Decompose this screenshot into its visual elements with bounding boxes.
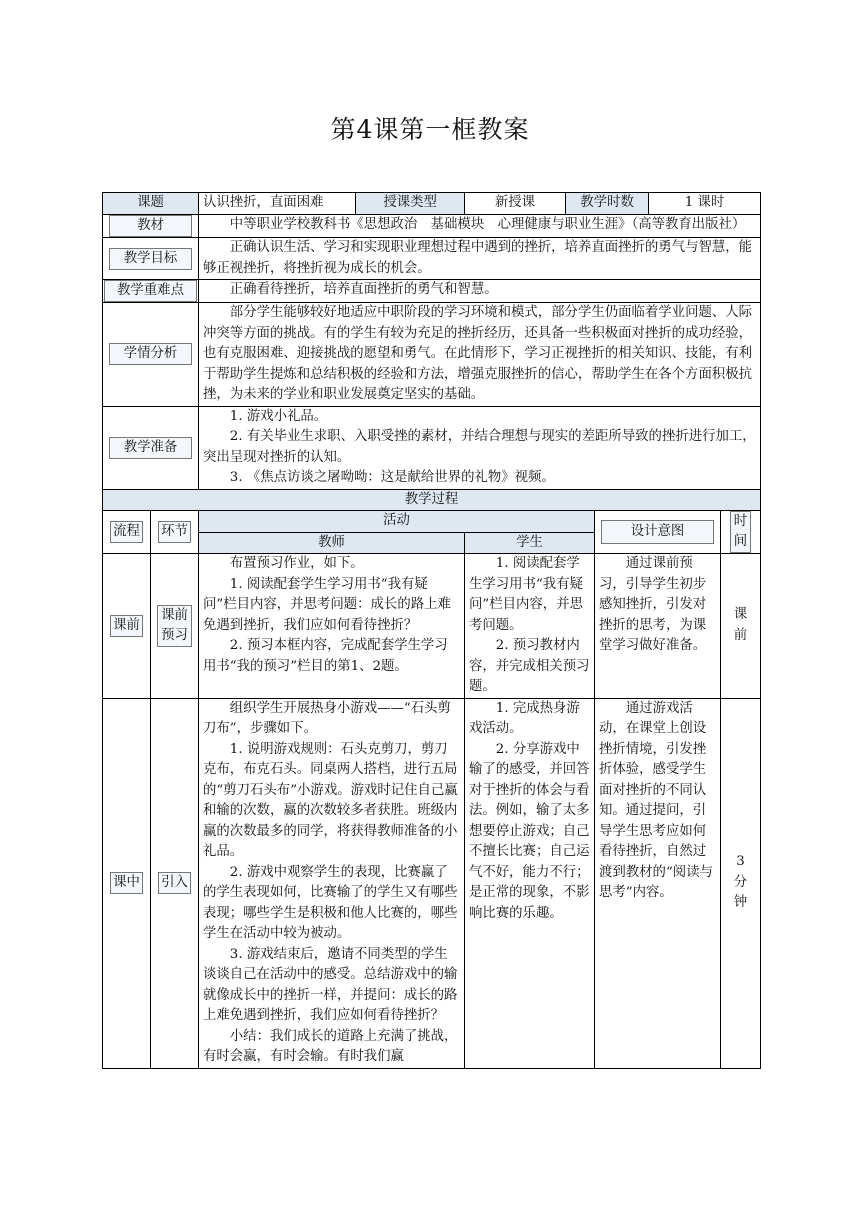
goal-label: 教学目标 (109, 248, 192, 270)
textbook-row (103, 215, 761, 238)
page-title: 第4课第一框教案 (330, 115, 530, 144)
intent-cell: 通过游戏活动，在课堂上创设挫折情境，引发挫折体验，感受学生面对挫折的不同认知。通过提问，引导学生思考应如何看待挫折，自然过渡到教材的“阅读与思考”内容。 (599, 700, 713, 900)
activity-header: 活动 (199, 511, 595, 533)
goal-row (103, 238, 761, 280)
type-value: 新授课 (464, 193, 565, 214)
analysis-value: 部分学生能够较好地适应中职阶段的学习环境和模式，部分学生仍面临着学业问题、人际冲突等方面的挑战。有的学生有较为充足的挫折经历，还具备一些积极面对挫折的成功经验，也有克服困难、迎接挑战的愿望和勇气。在此情形下，学习正视挫折的相关知识、技能，有利于帮助学生提炼和总结积极的经验和方法，增强克服挫折的信心，帮助学生在各个方面积极抗挫，为未来的学业和职业发展奠定坚实的基础。 (203, 305, 753, 402)
textbook-label-cell (103, 215, 199, 238)
hours-label: 教学时数 (566, 193, 649, 214)
flow-cell: 课中 (110, 872, 143, 894)
process-row (103, 554, 761, 699)
intent-cell: 通过课前预习，引导学生初步感知挫折，引发对挫折的思考，为课堂学习做好准备。 (599, 556, 707, 653)
process-title-row (103, 489, 761, 511)
student-para: 1. 完成热身游戏活动。 (469, 700, 580, 736)
prep-label-cell (103, 406, 199, 489)
teacher-para: 2. 游戏中观察学生的表现，比赛赢了的学生表现如何，比赛输了的学生又有哪些表现；哪些学生是积极和他人比赛的，哪些学生在活动中较为被动。 (203, 864, 458, 941)
textbook-label: 教材 (109, 215, 192, 237)
prep-label: 教学准备 (109, 437, 192, 459)
prep-item: 1. 游戏小礼品。 (229, 408, 328, 424)
key-label: 教学重难点 (104, 280, 197, 302)
step-header-cell (151, 511, 199, 554)
teacher-header: 教师 (199, 532, 465, 554)
prep-row (103, 406, 761, 489)
topic-label-cell (103, 193, 199, 215)
student-para: 2. 预习教材内容，并完成相关预习题。 (469, 638, 590, 694)
key-label-cell (103, 280, 199, 303)
student-para: 1. 阅读配套学生学习用书“我有疑问”栏目内容，并思考问题。 (469, 556, 583, 633)
prep-item: 2. 有关毕业生求职、入职受挫的素材，并结合理想与现实的差距所导致的挫折进行加工，突出呈现对挫折的认知。 (203, 429, 756, 465)
teacher-para: 1. 阅读配套学生学习用书“我有疑问”栏目内容，并思考问题：成长的路上难免遇到挫折，我们应如何看待挫折？ (203, 576, 451, 633)
analysis-label: 学情分析 (109, 343, 192, 365)
topic-info-cell (199, 193, 761, 215)
process-header-row (103, 511, 761, 533)
topic-row (103, 193, 761, 215)
intent-header: 设计意图 (601, 520, 714, 544)
teacher-para: 1. 说明游戏规则：石头克剪刀，剪刀克布，布克石头。同桌两人搭档，进行五局的“剪刀石头布”小游戏。游戏时记住自己赢和输的次数，赢的次数较多者获胜。班级内赢的次数最多的同学，将获得教师准备的小礼品。 (203, 741, 458, 859)
student-header: 学生 (465, 532, 595, 554)
teacher-para: 2. 预习本框内容，完成配套学生学习用书“我的预习”栏目的第1、2题。 (203, 638, 448, 674)
student-para: 2. 分享游戏中输了的感受，并回答对于挫折的体会与看法。例如，输了太多想要停止游戏；自己不擅长比赛；自己运气不好，能力不行；是正常的现象，不影响比赛的乐趣。 (469, 741, 590, 921)
goal-label-cell (103, 238, 199, 280)
step-cell: 课前预习 (157, 605, 191, 647)
topic-value: 认识挫折，直面困难 (199, 193, 356, 214)
key-value: 正确看待挫折，培养直面挫折的勇气和智慧。 (229, 282, 498, 297)
intent-header-cell (595, 511, 721, 554)
key-row (103, 280, 761, 303)
textbook-value: 中等职业学校教科书《思想政治 基础模块 心理健康与职业生涯》（高等教育出版社） (229, 217, 746, 232)
lesson-plan-table (102, 192, 761, 1069)
process-row (103, 698, 761, 1068)
process-title: 教学过程 (103, 489, 761, 511)
topic-label: 课题 (137, 195, 164, 211)
flow-header-cell (103, 511, 151, 554)
goal-value: 正确认识生活、学习和实现职业理想过程中遇到的挫折，培养直面挫折的勇气与智慧，能够正视挫折，将挫折视为成长的机会。 (203, 240, 753, 276)
flow-header: 流程 (110, 521, 143, 543)
topic-inner-table (199, 193, 760, 214)
time-cell: 课前 (733, 607, 748, 643)
step-header: 环节 (158, 521, 191, 543)
time-header-cell (721, 511, 761, 554)
flow-cell: 课前 (110, 615, 143, 637)
time-cell: 3分钟 (733, 854, 748, 911)
analysis-label-cell (103, 303, 199, 407)
analysis-row (103, 303, 761, 407)
type-label: 授课类型 (356, 193, 464, 214)
hours-value: 1 课时 (684, 195, 725, 210)
teacher-para: 组织学生开展热身小游戏——“石头剪刀布”，步骤如下。 (203, 700, 451, 736)
time-header: 时间 (730, 511, 751, 553)
teacher-para: 3. 游戏结束后，邀请不同类型的学生谈谈自己在活动中的感受。总结游戏中的输就像成长中的挫折一样，并提问：成长的路上难免遇到挫折，我们应如何看待挫折？ (203, 946, 458, 1023)
prep-item: 3. 《焦点访谈之屠呦呦：这是献给世界的礼物》视频。 (229, 470, 555, 485)
step-cell: 引入 (158, 872, 191, 894)
teacher-para: 布置预习作业，如下。 (229, 556, 364, 571)
teacher-para: 小结：我们成长的道路上充满了挑战，有时会赢，有时会输。有时我们赢 (203, 1028, 458, 1064)
